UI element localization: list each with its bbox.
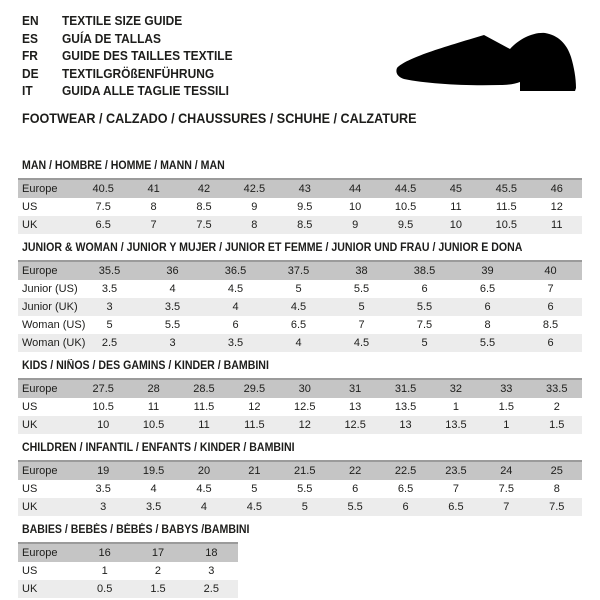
- size-cell: 3: [100, 500, 107, 513]
- row-label: US: [22, 200, 38, 213]
- size-cell: 2.5: [101, 336, 118, 349]
- size-cell: 8: [251, 218, 258, 231]
- size-row: [18, 316, 582, 334]
- row-label: US: [22, 482, 38, 495]
- size-cell: 43: [298, 182, 311, 195]
- size-cell: 13: [399, 418, 412, 431]
- size-row: [18, 543, 238, 562]
- size-cell: 45: [449, 182, 463, 195]
- size-cell: 6: [547, 300, 554, 313]
- language-code: DE: [22, 65, 39, 81]
- size-cell: 5: [301, 500, 308, 513]
- row-label: US: [22, 400, 38, 413]
- size-cell: 7: [452, 482, 459, 495]
- size-cell: 19.5: [142, 464, 165, 477]
- row-label: Junior (UK): [22, 300, 78, 313]
- size-cell: 8: [484, 318, 491, 331]
- size-cell: 5.5: [347, 500, 363, 513]
- size-table: [18, 460, 582, 516]
- language-code: ES: [22, 30, 38, 46]
- size-cell: 30: [298, 382, 311, 395]
- size-cell: 2: [154, 564, 162, 577]
- size-cell: 6.5: [397, 482, 414, 495]
- size-table: [18, 542, 238, 598]
- size-cell: 1: [101, 564, 108, 577]
- size-cell: 36.5: [224, 264, 247, 277]
- size-cell: 33: [500, 382, 513, 395]
- size-section: [18, 360, 582, 434]
- size-cell: 32: [449, 382, 463, 395]
- size-row: [18, 216, 582, 234]
- size-cell: 5: [295, 282, 302, 295]
- size-cell: 1: [452, 400, 459, 413]
- size-cell: 4.5: [353, 336, 370, 349]
- language-title: GUÍA DE TALLAS: [62, 30, 162, 46]
- section-title: MAN / HOMBRE / HOMME / MANN / MAN: [22, 159, 225, 172]
- size-section: [18, 524, 582, 598]
- size-cell: 35.5: [98, 264, 121, 277]
- size-cell: 5: [251, 482, 258, 495]
- size-row: [18, 416, 582, 434]
- size-cell: 41: [147, 182, 160, 195]
- size-cell: 6.5: [448, 500, 464, 513]
- section-title: BABIES / BEBÉS / BÉBÉS / BABYS /BAMBINI: [22, 523, 250, 536]
- row-label: Woman (US): [22, 318, 86, 331]
- size-cell: 40: [544, 264, 557, 277]
- language-title: TEXTILGRÖßENFÜHRUNG: [62, 65, 215, 81]
- size-cell: 13: [349, 400, 362, 413]
- size-cell: 6.5: [479, 282, 496, 295]
- size-cell: 7: [503, 500, 510, 513]
- size-cell: 10.5: [142, 418, 165, 431]
- size-cell: 7.5: [549, 500, 565, 513]
- size-cell: 4.5: [246, 500, 263, 513]
- row-label: UK: [22, 582, 38, 595]
- size-cell: 7: [358, 318, 365, 331]
- size-cell: 22.5: [394, 464, 417, 477]
- size-cell: 5.5: [479, 336, 496, 349]
- size-cell: 6: [402, 500, 409, 513]
- size-cell: 37.5: [287, 264, 310, 277]
- size-row: [18, 334, 582, 352]
- row-label: US: [22, 564, 38, 577]
- size-row: [18, 580, 238, 598]
- size-cell: 9.5: [397, 218, 414, 231]
- language-code: IT: [22, 83, 33, 98]
- size-table: [18, 378, 582, 434]
- size-cell: 12: [248, 400, 261, 413]
- size-cell: 13.5: [394, 400, 417, 413]
- size-cell: 4.5: [227, 282, 244, 295]
- size-cell: 25: [550, 464, 563, 477]
- size-cell: 12: [550, 200, 563, 213]
- size-cell: 11.5: [193, 400, 215, 413]
- size-cell: 10: [349, 200, 362, 213]
- size-cell: 22: [349, 464, 362, 477]
- size-cell: 7.5: [196, 218, 212, 231]
- size-cell: 5.5: [297, 482, 313, 495]
- language-title: TEXTILE SIZE GUIDE: [62, 13, 183, 28]
- size-cell: 44.5: [394, 182, 417, 195]
- size-cell: 5.5: [164, 318, 181, 331]
- size-cell: 21: [248, 464, 261, 477]
- size-cell: 5.5: [353, 282, 370, 295]
- size-cell: 9: [251, 200, 258, 213]
- size-cell: 7: [547, 282, 554, 295]
- size-cell: 7.5: [498, 482, 514, 495]
- size-cell: 6: [547, 336, 554, 349]
- language-title: GUIDE DES TAILLES TEXTILE: [62, 48, 233, 63]
- size-row: [18, 562, 238, 580]
- size-cell: 3.5: [101, 282, 118, 295]
- size-cell: 1: [503, 418, 510, 431]
- size-cell: 12.5: [294, 400, 316, 413]
- size-row: [18, 280, 582, 298]
- size-cell: 7: [150, 218, 157, 231]
- size-cell: 6.5: [290, 318, 307, 331]
- size-cell: 6: [421, 282, 428, 295]
- size-cell: 11: [450, 200, 462, 213]
- row-label: Europe: [22, 464, 58, 477]
- size-cell: 11: [551, 218, 563, 231]
- section-title: KIDS / NIÑOS / DES GAMINS / KINDER / BAMBINI: [22, 359, 269, 372]
- size-cell: 4: [200, 500, 208, 513]
- size-row: [18, 198, 582, 216]
- size-cell: 6: [484, 300, 491, 313]
- size-cell: 4.5: [290, 300, 307, 313]
- row-label: UK: [22, 218, 38, 231]
- row-label: Junior (US): [22, 282, 78, 295]
- size-cell: 28: [147, 382, 160, 395]
- section-title: CHILDREN / INFANTIL / ENFANTS / KINDER / BAMBINI: [22, 441, 295, 454]
- size-cell: 6: [352, 482, 359, 495]
- row-label: Europe: [22, 546, 58, 559]
- size-cell: 9.5: [297, 200, 313, 213]
- size-cell: 46: [550, 182, 563, 195]
- size-row: [18, 461, 582, 480]
- size-cell: 8: [150, 200, 157, 213]
- size-cell: 7.5: [95, 200, 111, 213]
- size-cell: 18: [205, 546, 218, 559]
- size-cell: 29.5: [243, 382, 266, 395]
- size-cell: 2: [553, 400, 560, 413]
- size-cell: 21.5: [294, 464, 316, 477]
- size-table: [18, 178, 582, 234]
- section-title: JUNIOR & WOMAN / JUNIOR Y MUJER / JUNIOR ET FEMME / JUNIOR UND FRAU / JUNIOR E DONA: [22, 241, 523, 254]
- size-cell: 45.5: [495, 182, 518, 195]
- size-section: [18, 242, 582, 352]
- size-cell: 11: [147, 400, 160, 413]
- size-cell: 23.5: [445, 464, 467, 477]
- size-cell: 10.5: [495, 218, 518, 231]
- row-label: Europe: [22, 264, 58, 277]
- size-cell: 1.5: [150, 582, 166, 595]
- size-cell: 9: [352, 218, 359, 231]
- size-cell: 3: [106, 300, 113, 313]
- size-cell: 3.5: [164, 300, 181, 313]
- size-cell: 36: [166, 264, 179, 277]
- size-row: [18, 498, 582, 516]
- row-label: UK: [22, 500, 38, 513]
- size-cell: 0.5: [97, 582, 113, 595]
- size-cell: 33.5: [546, 382, 568, 395]
- size-cell: 8.5: [297, 218, 313, 231]
- size-cell: 39: [481, 264, 494, 277]
- dress-shoe-silhouette-path: [396, 33, 576, 91]
- size-cell: 6: [232, 318, 239, 331]
- row-label: Woman (UK): [22, 336, 86, 349]
- size-cell: 4: [169, 282, 176, 295]
- size-row: [18, 179, 582, 198]
- size-cell: 5: [421, 336, 428, 349]
- size-cell: 19: [97, 464, 110, 477]
- language-code: EN: [22, 13, 39, 28]
- size-cell: 5: [358, 300, 365, 313]
- size-cell: 5: [106, 318, 113, 331]
- size-cell: 11: [198, 418, 210, 431]
- size-row: [18, 298, 582, 316]
- size-cell: 16: [98, 546, 111, 559]
- size-cell: 12: [298, 418, 311, 431]
- language-code: FR: [22, 48, 38, 63]
- size-cell: 10: [97, 418, 110, 431]
- size-cell: 8.5: [542, 318, 559, 331]
- size-cell: 40.5: [92, 182, 114, 195]
- size-row: [18, 480, 582, 498]
- size-cell: 11.5: [496, 200, 517, 213]
- size-section: [18, 160, 582, 234]
- size-cell: 42.5: [243, 182, 266, 195]
- size-cell: 4: [232, 300, 239, 313]
- row-label: Europe: [22, 182, 58, 195]
- size-sections: [18, 160, 582, 598]
- size-cell: 31: [349, 382, 362, 395]
- size-row: [18, 379, 582, 398]
- size-cell: 13.5: [445, 418, 467, 431]
- size-cell: 12.5: [344, 418, 366, 431]
- size-row: [18, 261, 582, 280]
- size-cell: 10.5: [394, 200, 417, 213]
- size-cell: 6.5: [95, 218, 111, 231]
- size-cell: 17: [151, 546, 165, 559]
- size-cell: 3.5: [95, 482, 111, 495]
- size-cell: 3: [169, 336, 176, 349]
- size-cell: 27.5: [92, 382, 114, 395]
- size-cell: 4: [150, 482, 157, 495]
- size-cell: 10.5: [92, 400, 114, 413]
- size-cell: 2.5: [203, 582, 219, 595]
- size-cell: 5.5: [416, 300, 433, 313]
- size-cell: 24: [500, 464, 513, 477]
- category-heading: FOOTWEAR / CALZADO / CHAUSSURES / SCHUHE / CALZATURE: [22, 109, 417, 126]
- size-cell: 4: [295, 336, 302, 349]
- size-cell: 38.5: [413, 264, 436, 277]
- size-cell: 11.5: [244, 418, 265, 431]
- size-section: [18, 442, 582, 516]
- size-cell: 20: [197, 464, 211, 477]
- size-cell: 10: [449, 218, 463, 231]
- size-cell: 4.5: [196, 482, 212, 495]
- size-cell: 8.5: [196, 200, 212, 213]
- size-cell: 1.5: [549, 418, 565, 431]
- size-cell: 1.5: [498, 400, 514, 413]
- size-cell: 28.5: [193, 382, 215, 395]
- size-cell: 38: [355, 264, 368, 277]
- size-cell: 8: [553, 482, 560, 495]
- row-label: Europe: [22, 382, 58, 395]
- size-cell: 3.5: [145, 500, 162, 513]
- size-cell: 31.5: [394, 382, 417, 395]
- size-row: [18, 398, 582, 416]
- row-label: UK: [22, 418, 38, 431]
- size-cell: 44: [349, 182, 362, 195]
- dress-shoe-icon: [396, 22, 582, 98]
- size-cell: 7.5: [416, 318, 433, 331]
- size-cell: 42: [197, 182, 211, 195]
- size-cell: 3: [208, 564, 215, 577]
- size-table: [18, 260, 582, 352]
- language-title: GUIDA ALLE TAGLIE TESSILI: [62, 83, 230, 98]
- size-cell: 3.5: [227, 336, 244, 349]
